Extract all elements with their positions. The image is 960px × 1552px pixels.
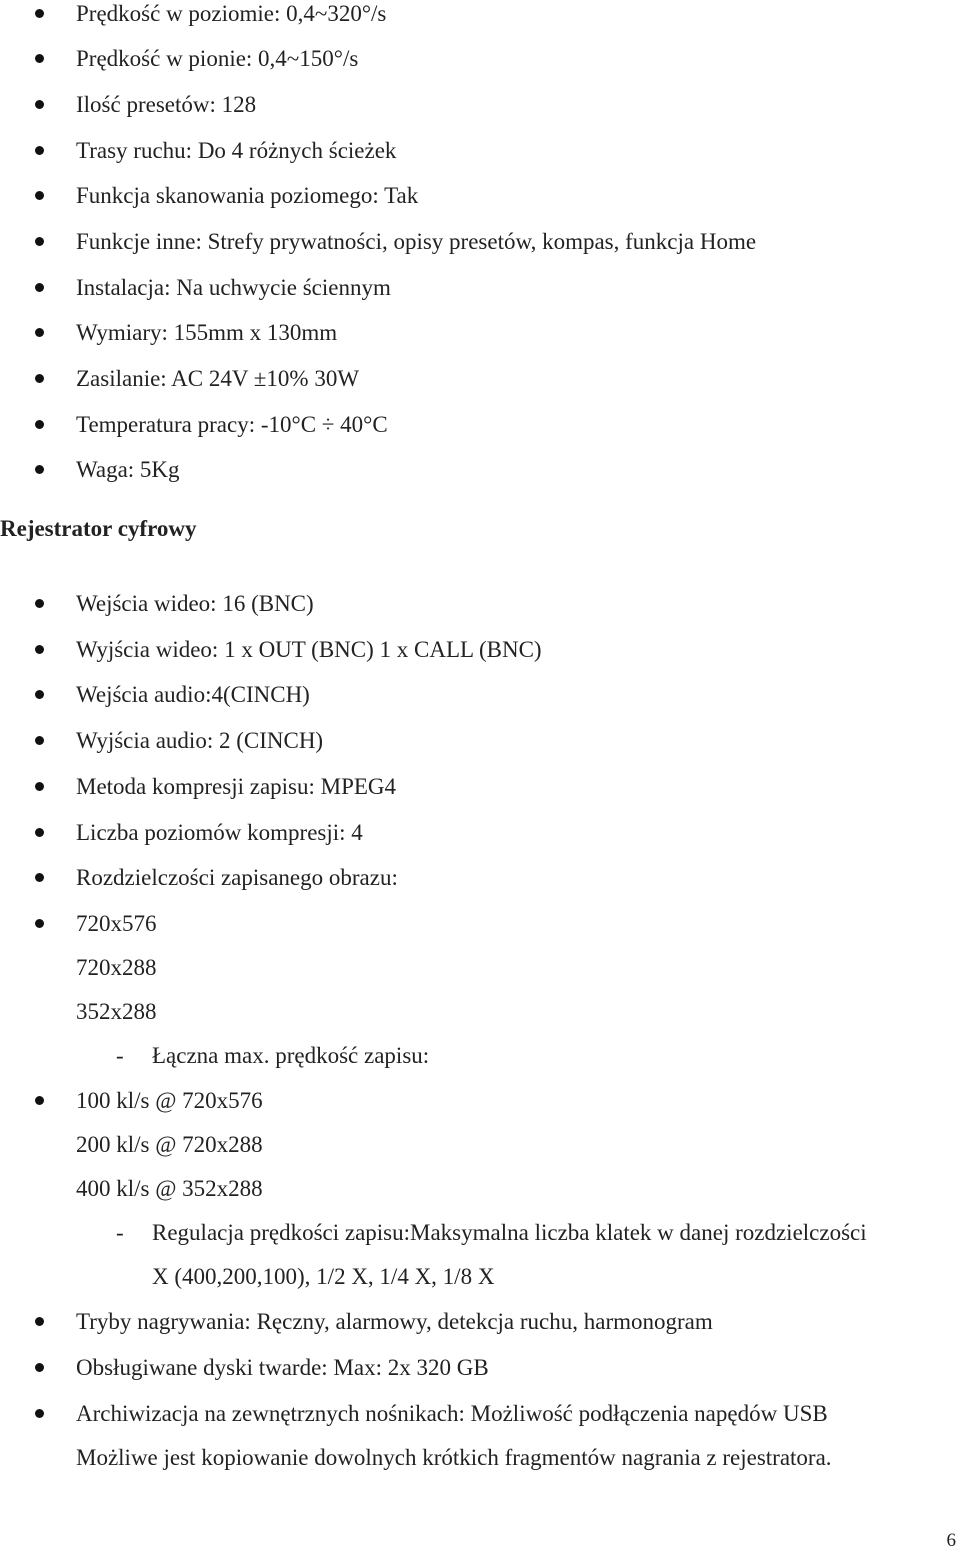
list-item: Temperatura pracy: -10°C ÷ 40°C (76, 412, 388, 437)
closing-line: Możliwe jest kopiowanie dowolnych krótkich fragmentów nagrania z rejestratora. (76, 1445, 832, 1470)
section-heading: Rejestrator cyfrowy (0, 516, 197, 541)
bullet-icon (35, 54, 44, 63)
list-item: Zasilanie: AC 24V ±10% 30W (76, 366, 360, 391)
regulation-line: X (400,200,100), 1/2 X, 1/4 X, 1/8 X (152, 1264, 495, 1289)
list-item: Trasy ruchu: Do 4 różnych ścieżek (76, 138, 397, 163)
bullet-icon (35, 1409, 44, 1418)
list-item: Prędkość w pionie: 0,4~150°/s (76, 46, 359, 71)
list-item: Ilość presetów: 128 (76, 92, 257, 117)
bullet-icon (35, 328, 44, 337)
bullet-icon (35, 873, 44, 882)
dash-marker: - (116, 1220, 124, 1245)
bullet-icon (35, 146, 44, 155)
list-item: Waga: 5Kg (76, 457, 180, 482)
bullet-icon (35, 9, 44, 18)
resolution-item: 352x288 (76, 999, 157, 1024)
bullet-icon (35, 919, 44, 928)
bullet-icon (35, 690, 44, 699)
speed-item: 400 kl/s @ 352x288 (76, 1176, 263, 1201)
list-item: Tryby nagrywania: Ręczny, alarmowy, detekcja ruchu, harmonogram (76, 1309, 713, 1334)
list-item: Wejścia audio:4(CINCH) (76, 682, 310, 707)
bullet-icon (35, 237, 44, 246)
max-speed-label: Łączna max. prędkość zapisu: (152, 1043, 430, 1068)
bullet-icon (35, 1096, 44, 1105)
page-number: 6 (946, 1530, 956, 1551)
list-item: Liczba poziomów kompresji: 4 (76, 820, 363, 845)
bullet-icon (35, 374, 44, 383)
list-item: Wejścia wideo: 16 (BNC) (76, 591, 314, 616)
list-item: Prędkość w poziomie: 0,4~320°/s (76, 1, 387, 26)
list-item: Metoda kompresji zapisu: MPEG4 (76, 774, 397, 799)
list-item: Instalacja: Na uchwycie ściennym (76, 275, 391, 300)
resolution-item: 720x576 (76, 911, 157, 936)
bullet-icon (35, 191, 44, 200)
bullet-icon (35, 465, 44, 474)
dash-marker: - (116, 1043, 124, 1068)
bullet-icon (35, 283, 44, 292)
regulation-line: Regulacja prędkości zapisu:Maksymalna liczba klatek w danej rozdzielczości (152, 1220, 867, 1245)
resolution-item: 720x288 (76, 955, 157, 980)
bullet-icon (35, 100, 44, 109)
bullet-icon (35, 782, 44, 791)
bullet-icon (35, 420, 44, 429)
bullet-icon (35, 736, 44, 745)
list-item: Wymiary: 155mm x 130mm (76, 320, 338, 345)
list-item: Archiwizacja na zewnętrznych nośnikach: Możliwość podłączenia napędów USB (76, 1401, 828, 1426)
bullet-icon (35, 599, 44, 608)
speed-item: 100 kl/s @ 720x576 (76, 1088, 263, 1113)
bullet-icon (35, 828, 44, 837)
speed-item: 200 kl/s @ 720x288 (76, 1132, 263, 1157)
list-item: Wyjścia audio: 2 (CINCH) (76, 728, 324, 753)
list-item: Funkcja skanowania poziomego: Tak (76, 183, 419, 208)
list-item: Funkcje inne: Strefy prywatności, opisy presetów, kompas, funkcja Home (76, 229, 757, 254)
bullet-icon (35, 1317, 44, 1326)
list-item: Wyjścia wideo: 1 x OUT (BNC) 1 x CALL (BNC) (76, 637, 542, 662)
list-item: Rozdzielczości zapisanego obrazu: (76, 865, 398, 890)
list-item: Obsługiwane dyski twarde: Max: 2x 320 GB (76, 1355, 489, 1380)
bullet-icon (35, 1363, 44, 1372)
bullet-icon (35, 645, 44, 654)
